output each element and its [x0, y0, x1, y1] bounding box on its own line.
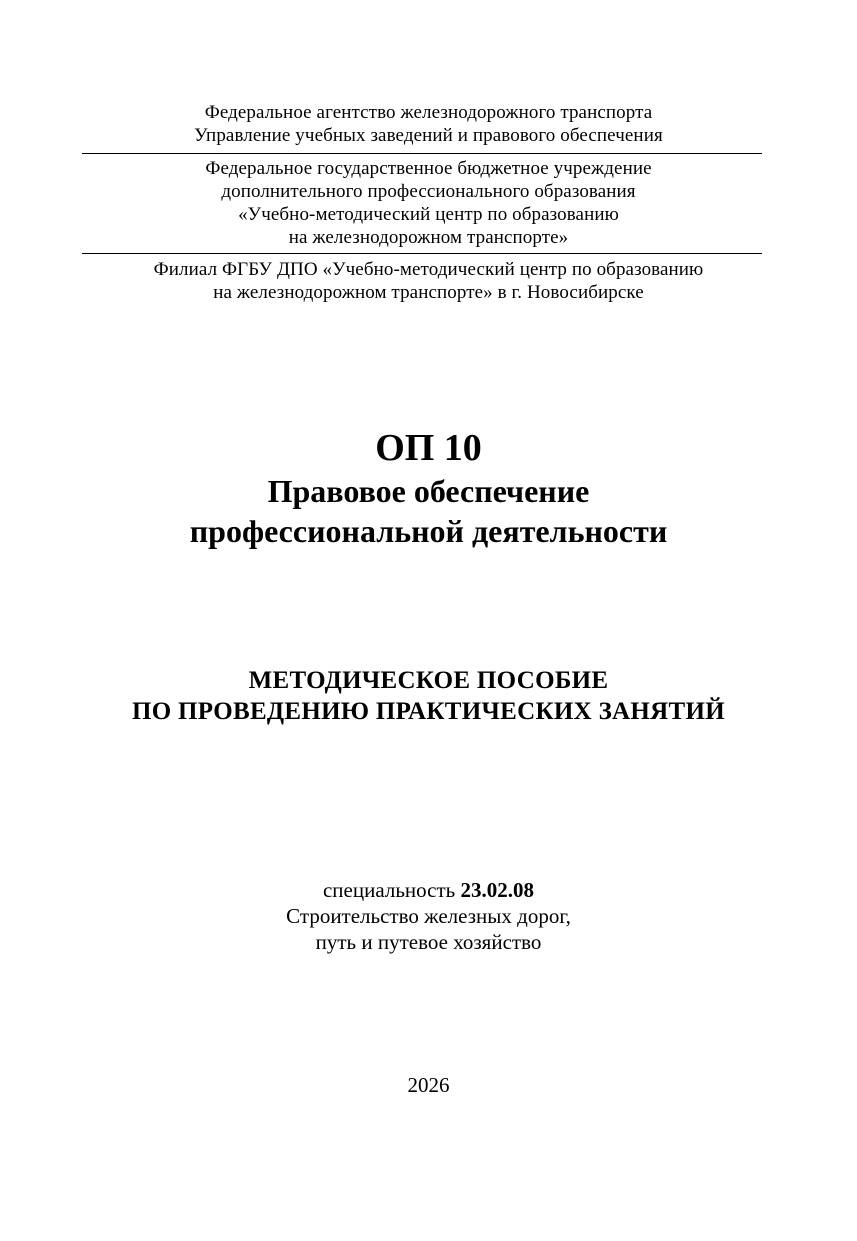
branch-line-2: на железнодорожном транспорте» в г. Новосибирске — [213, 282, 644, 303]
specialty-label: специальность — [322, 878, 461, 902]
subject-line-1: Правовое обеспечение — [267, 473, 590, 509]
institution-line-4: на железнодорожном транспорте» — [288, 227, 569, 248]
institution-line-3: «Учебно-методический центр по образованию — [238, 204, 619, 225]
header-divider-2 — [82, 253, 762, 254]
specialty-line — [0, 878, 857, 903]
document-type-line-2: ПО ПРОВЕДЕНИЮ ПРАКТИЧЕСКИХ ЗАНЯТИЙ — [132, 698, 725, 725]
specialty-code: 23.02.08 — [460, 878, 534, 902]
header-divider-1 — [82, 153, 762, 154]
document-type-line-1: МЕТОДИЧЕСКОЕ ПОСОБИЕ — [248, 667, 609, 694]
subject-line-2: профессиональной деятельности — [189, 513, 668, 549]
publication-year: 2026 — [407, 1073, 450, 1097]
specialty-name-line-2: путь и путевое хозяйство — [315, 930, 542, 954]
specialty-name-line-1: Строительство железных дорог, — [286, 904, 571, 928]
institution-line-1: Федеральное государственное бюджетное учреждение — [205, 158, 652, 179]
branch-line-1: Филиал ФГБУ ДПО «Учебно-методический центр по образованию — [153, 259, 704, 280]
agency-line-2: Управление учебных заведений и правового обеспечения — [194, 125, 663, 146]
institution-line-2: дополнительного профессионального образования — [221, 181, 636, 202]
course-code: ОП 10 — [375, 427, 482, 469]
agency-line-1: Федеральное агентство железнодорожного транспорта — [204, 102, 653, 123]
